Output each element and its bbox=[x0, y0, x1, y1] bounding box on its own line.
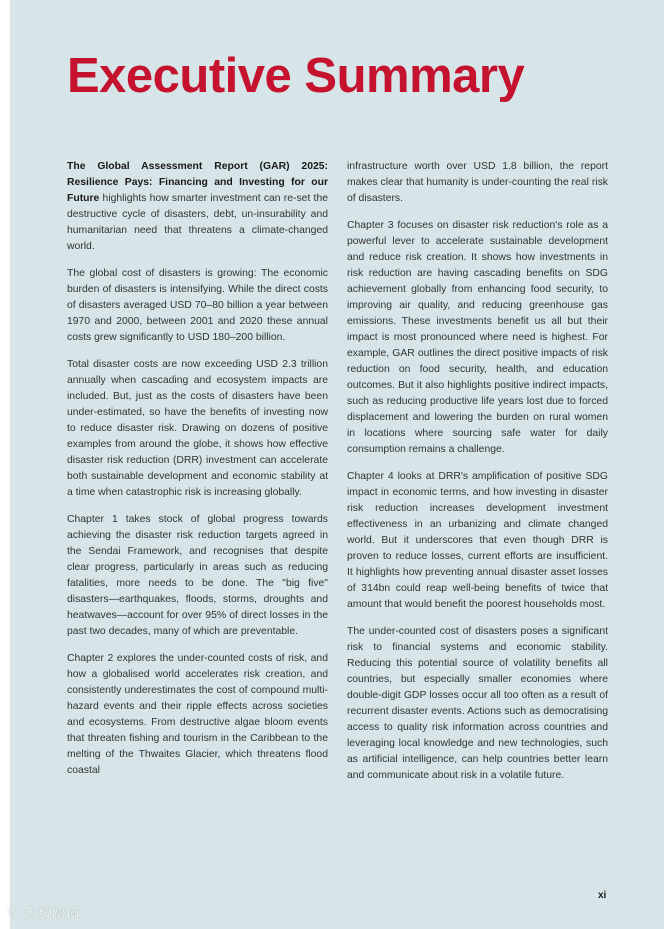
left-column bbox=[67, 159, 328, 790]
paragraph-chapter-2-cont: infrastructure worth over USD 1.8 billion, the report makes clear that humanity is under-counting the real risk of disasters. bbox=[347, 161, 608, 204]
paragraph-chapter-3: Chapter 3 focuses on disaster risk reduction's role as a powerful lever to accelerate sustainable development and reduce risk creation. It shows how investments in risk reduction are having cascading benefits on SDG achievement globally from enhancing food security, to improving air quality, and reducing greenhouse gas emissions. These investments benefit us all but their impact is most pronounced where need is highest. For example, GAR outlines the direct positive impacts of risk reduction on food security, health, and education outcomes. But it also highlights positive indirect impacts, such as reducing productive life years lost due to forced displacement and lowering the burden on rural women in locations where sourcing safe water for daily consumption remains a challenge. bbox=[347, 220, 608, 455]
right-column bbox=[347, 159, 608, 795]
page-title: Executive Summary bbox=[67, 49, 525, 103]
paragraph-global-cost: The global cost of disasters is growing: The economic burden of disasters is intensifying. While the direct costs of disasters averaged USD 70–80 billion a year between 1970 and 2000, between 2001 and 2020 these annual costs grew significantly to USD 180–200 billion. bbox=[67, 268, 328, 343]
paragraph-financial-risk: The under-counted cost of disasters poses a significant risk to financial systems and economic stability. Reducing this potential source of volatility benefits all countries, but especially smaller economies where double-digit GDP losses occur all too often as a result of recurrent disaster events. Actions such as democratising access to quality risk information across countries and leveraging local knowledge and new technologies, such as artificial intelligence, can help countries better learn and communicate about risk in a volatile future. bbox=[347, 626, 608, 781]
paragraph-intro bbox=[67, 159, 328, 255]
paragraph-chapter-1: Chapter 1 takes stock of global progress towards achieving the disaster risk reduction targets agreed in the Sendai Framework, and recognises that despite clear progress, particularly in areas such as reducing fatalities, more needs to be done. The "big five" disasters—earthquakes, floods, storms, droughts and heatwaves—account for over 95% of direct losses in the past two decades, many of which are preventable. bbox=[67, 514, 328, 637]
paragraph-chapter-4: Chapter 4 looks at DRR's amplification of positive SDG impact in economic terms, and how investing in disaster risk reduction increases development investment effectiveness in an urbanizing and climate changed world. But it underscores that even though DRR is proven to reduce losses, current efforts are insufficient. It highlights how preventing annual disaster asset losses of 314bn could reap well-being benefits of twice that amount that would benefit the poorest households most. bbox=[347, 471, 608, 610]
report-title-bold: The Global Assessment Report (GAR) 2025: Resilience Pays: Financing and Investing for our Future bbox=[67, 161, 328, 204]
paragraph-chapter-2: Chapter 2 explores the under-counted costs of risk, and how a globalised world accelerates risk creation, and consistently underestimates the cost of compound multi-hazard events and their ripple effects across societies and ecosystems. From destructive algae bloom events that threaten fishing and tourism in the Caribbean to the melting of the Thwaites Glacier, which threatens flood coastal bbox=[67, 653, 328, 776]
paragraph-total-costs: Total disaster costs are now exceeding USD 2.3 trillion annually when cascading and ecosystem impacts are included. But, just as the costs of disasters have been under-estimated, so have the benefits of investing now to reduce disaster risk. Drawing on dozens of positive examples from around the globe, it shows how effective disaster risk reduction (DRR) investment can accelerate both sustainable development and economic stability at a time when catastrophic risk is increasing globally. bbox=[67, 359, 328, 498]
page-number: xi bbox=[598, 890, 607, 901]
watermark: ™ 大数跨境 bbox=[6, 906, 80, 922]
intro-text: highlights how smarter investment can re-set the destructive cycle of disasters, debt, un-insurability and humanitarian need that threatens a climate-changed world. bbox=[67, 193, 328, 252]
report-page bbox=[10, 0, 664, 929]
